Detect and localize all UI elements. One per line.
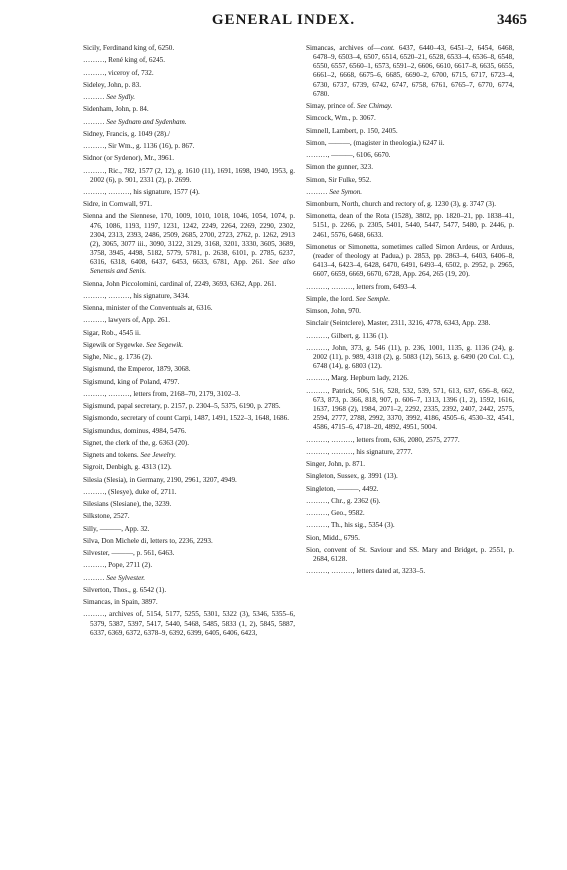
cross-reference: See Sylvester.: [106, 573, 146, 582]
entry-text: ………, ………, letters from, 6493–4.: [306, 282, 417, 291]
entry-text: Sigismund, the Emperor, 1879, 3068.: [83, 365, 191, 374]
index-entry: [83, 488, 295, 497]
index-entry: [83, 44, 295, 53]
cross-reference: See Sydly.: [106, 93, 136, 101]
index-entry: [83, 390, 295, 399]
entry-text: ………: [306, 187, 330, 196]
index-entry: [306, 44, 514, 99]
index-entry: [83, 378, 295, 387]
index-entry: [83, 402, 295, 411]
entry-text: ………: [83, 573, 107, 582]
index-entry: [306, 114, 514, 123]
index-entry: [306, 319, 514, 328]
cross-reference: See Semple.: [355, 294, 391, 303]
entry-text: Silkstone, 2527.: [83, 512, 130, 521]
index-entry: [306, 283, 514, 292]
index-entry: [306, 448, 514, 457]
index-entry: [306, 176, 514, 185]
entry-text: ………, Sir Wm., g. 1136 (16), p. 867.: [83, 142, 195, 150]
entry-text: Signet, the clerk of the, g. 6363 (20).: [83, 438, 189, 447]
entry-text: ………, ………, letters dated at, 3233–5.: [306, 567, 426, 576]
index-entry: [83, 316, 295, 325]
entry-text: Singleton, Sussex, g. 3991 (13).: [306, 472, 398, 481]
entry-text: Silesians (Slesiane), the, 3239.: [83, 500, 172, 509]
entry-text: ………, Chr., g. 2362 (6).: [306, 496, 381, 505]
index-entry: [83, 200, 295, 209]
index-entry: [83, 610, 295, 637]
index-entry: [306, 212, 514, 239]
index-entry: [306, 102, 514, 111]
index-entry: [306, 200, 514, 209]
entry-text: Singleton, ———, 4492.: [306, 484, 379, 493]
index-entry: [83, 292, 295, 301]
entry-text: Sion, Midd., 6795.: [306, 533, 360, 542]
entry-text: ………, John, 373, g. 546 (11), p. 236, 1001, 1135, g. 1136 (24), g. 2002 (11), p. 989, 4318 (2), g. 5083 (12), 5613, g. 6490 (20 Col. C.), 6748 (14), g. 6803 (12).: [306, 343, 514, 371]
index-entry: [83, 154, 295, 163]
entry-text: Simon, Sir Fulke, 952.: [306, 175, 372, 184]
index-entry: [83, 439, 295, 448]
entry-text: Simonburn, North, church and rectory of, g. 1230 (3), g. 3747 (3).: [306, 200, 497, 209]
index-entry: [83, 549, 295, 558]
entry-text: Sigewik or Sygewke.: [83, 340, 147, 349]
entry-text: ………: [83, 93, 107, 101]
entry-text: Sidney, Francis, g. 1049 (28)./: [83, 129, 170, 138]
index-entry: [83, 329, 295, 338]
index-entry: [83, 500, 295, 509]
index-entry: [306, 567, 514, 576]
page-title: GENERAL INDEX.: [211, 12, 356, 28]
entry-text: ………, ………, letters from, 2168–70, 2179, 3102–3.: [83, 389, 241, 398]
index-entry: [306, 497, 514, 506]
index-entry: [83, 69, 295, 78]
index-entry: [83, 586, 295, 595]
index-entry: [83, 142, 295, 151]
cross-reference: See Symon.: [329, 187, 363, 196]
index-entry: [83, 574, 295, 583]
index-entry: [306, 521, 514, 530]
index-entry: [306, 546, 514, 564]
entry-text: Sienna and the Siennese, 170, 1009, 1010, 1018, 1046, 1054, 1074, p. 476, 1086, 1193, 1197, 1231, 1242, 2249, 2264, 2269, 2290, 2302, 2304, 2313, 2393, 2486, 2509, 2685, 2700, 2723, 2762, p. 1262, 2913 (2), 3065, 3077 iii., 3090, 3122, 3129, 3168, 3201, 3330, 3605, 3689, 3758, 3945, 4498, 5182, 5779, 5781, p. 2638, 6101, p. 2785, 6237, 6316, 6318, 6408, 6437, 6453, 6633, 6781, App. 261.: [83, 212, 295, 267]
index-entry: [306, 485, 514, 494]
index-entry: [306, 295, 514, 304]
entry-text: Silverton, Thos., g. 6542 (1).: [83, 585, 167, 594]
entry-text: ………, Marg. Hepburn lady, 2126.: [306, 374, 409, 383]
index-entry: [83, 130, 295, 139]
entry-text: Simay, prince of.: [306, 102, 357, 111]
index-entry: [306, 139, 514, 148]
index-entry: [83, 341, 295, 350]
continued-marker: cont.: [380, 44, 395, 52]
cross-reference: See also Senensis and Senis.: [90, 258, 295, 276]
entry-text: ………, Patrick, 506, 516, 528, 532, 539, 571, 613, 637, 656–8, 662, 673, 873, p. 366, 818, 907, p. 606–7, 1313, 1396 (1, 2), 1592, 1616, 1637, 1968 (2), 1984, 2071–2, 2292, 2335, 2392, 2407, 2442, 2575, 2594, 2777, 2788, 2992, 3370, 3992, 4186, 4505–6, 4530–32, 4541, 4586, 4715–6, 4718–20, 4892, 4951, 5004.: [306, 386, 514, 432]
cross-reference: See Jewelry.: [140, 451, 177, 460]
index-entry: [83, 451, 295, 460]
entry-text: Sigismondo, secretary of count Carpi, 1487, 1491, 1522–3, 1648, 1686.: [83, 414, 290, 423]
page-number: 3465: [497, 12, 527, 28]
entry-text: Silvester, ———, p. 561, 6463.: [83, 549, 175, 558]
entry-text: ………, ………, his signature, 3434.: [83, 291, 190, 300]
index-entry: [83, 561, 295, 570]
index-entry: [306, 344, 514, 371]
index-entry: [83, 537, 295, 546]
entry-text: ………, Pope, 2711 (2).: [83, 561, 153, 570]
entry-text: ………, (Slesye), duke of, 2711.: [83, 487, 177, 496]
index-entry: [83, 512, 295, 521]
index-entry: [83, 463, 295, 472]
right-column: [306, 44, 514, 579]
index-entry: [83, 212, 295, 276]
index-entry: [83, 93, 295, 102]
entry-text: Sion, convent of St. Saviour and SS. Mary and Bridget, p. 2551, p. 2684, 6128.: [306, 545, 514, 563]
entry-text: Sienna, minister of the Conventuals at, 6316.: [83, 304, 213, 313]
index-entry: [83, 56, 295, 65]
cross-reference: See Sydnam and Sydenham.: [106, 117, 187, 126]
entry-text: Simple, the lord.: [306, 294, 356, 303]
index-entry: [83, 81, 295, 90]
index-entry: [306, 534, 514, 543]
entry-text: Simonetus or Simonetta, sometimes called Simon Ardeus, or Arduus, (reader of theology at Padua,) p. 2853, pp. 2863–4, 6403, 6406–8, 6413–4, 6423–4, 6428, 6470, 6491, 6493–4, 6502, p. 2952, p. 2965, 6607, 6659, 6669, 6670, 6728, App. 264, 265 (19, 20).: [306, 242, 514, 279]
index-entry: [306, 243, 514, 280]
index-entry: [306, 509, 514, 518]
entry-text: Sicily, Ferdinand king of, 6250.: [83, 44, 175, 52]
index-entry: [306, 188, 514, 197]
entry-text: Sinclair (Seintclere), Master, 2311, 3216, 4778, 6343, App. 238.: [306, 319, 491, 328]
entry-text: Silesia (Slesia), in Germany, 2190, 2961, 3207, 4949.: [83, 475, 237, 484]
entry-text: ………, ………, his signature, 2777.: [306, 447, 413, 456]
entry-text: Simancas, archives of—: [306, 44, 381, 52]
index-entry: [83, 365, 295, 374]
index-entry: [306, 163, 514, 172]
index-entry: [306, 307, 514, 316]
entry-references: 6437, 6440–43, 6451–2, 6454, 6468, 6478–9, 6503–4, 6507, 6514, 6520–21, 6528, 6533–4, 6536–8, 6548, 6550, 6557, 6560–1, 6573, 6591–2, 6606, 6610, 6617–8, 6635, 6655, 6661–2, 6668, 6675–6, 6685, 6690–2, 6700, 6715, 6717, 6723–4, 6730, 6737, 6739, 6742, 6747, 6758, 6761, 6765–7, 6770, 6774, 6780.: [313, 44, 515, 98]
page-header: [0, 12, 567, 34]
entry-text: Simon the gunner, 323.: [306, 163, 373, 172]
entry-text: Sigroit, Denbigh, g. 4313 (12).: [83, 463, 172, 472]
entry-text: Simancas, in Spain, 3897.: [83, 598, 158, 607]
index-entry: [306, 151, 514, 160]
index-entry: [306, 374, 514, 383]
index-entry: [83, 427, 295, 436]
entry-text: Singer, John, p. 871.: [306, 460, 366, 468]
index-entry: [83, 188, 295, 197]
left-column: [83, 44, 295, 641]
index-entry: [83, 598, 295, 607]
cross-reference: See Segewik.: [146, 340, 184, 349]
entry-text: Sigar, Rob., 4545 ii.: [83, 328, 141, 337]
index-entry: [83, 304, 295, 313]
index-entry: [306, 460, 514, 469]
index-entry: [83, 476, 295, 485]
index-entry: [83, 414, 295, 423]
index-entry: [306, 127, 514, 136]
index-entry: [306, 436, 514, 445]
entry-text: Sidenham, John, p. 84.: [83, 105, 149, 114]
entry-text: Signets and tokens.: [83, 451, 141, 460]
index-entry: [306, 332, 514, 341]
cross-reference: See Chimay.: [356, 102, 393, 111]
index-entry: [83, 353, 295, 362]
index-entry: [83, 280, 295, 289]
entry-text: Sideley, John, p. 83.: [83, 80, 142, 89]
entry-text: Silly, ———, App. 32.: [83, 524, 150, 533]
entry-text: ………, Geo., 9582.: [306, 509, 365, 517]
entry-text: Simon, ———, (magister in theologia,) 6247 ii.: [306, 138, 445, 147]
entry-text: Simonetta, dean of the Rota (1528), 3802, pp. 1820–21, pp. 1838–41, 5151, p. 2266, p. 2305, 5401, 5440, 5447, 5477, 5480, p. 2446, p. 2461, 5576, 6468, 6633.: [306, 212, 514, 239]
entry-text: Sigismund, papal secretary, p. 2157, p. 2304–5, 5375, 6190, p. 2785.: [83, 402, 281, 411]
entry-text: Sidnor (or Sydenor), Mr., 3961.: [83, 154, 175, 163]
entry-text: ………, viceroy of, 732.: [83, 68, 154, 77]
entry-text: Sigismund, king of Poland, 4797.: [83, 377, 180, 386]
entry-text: ………, ………, his signature, 1577 (4).: [83, 187, 200, 196]
entry-text: Sigismundus, dominus, 4984, 5476.: [83, 426, 187, 435]
entry-text: ………, Th., his sig., 5354 (3).: [306, 521, 395, 530]
entry-text: ………, ………, letters from, 636, 2080, 2575, 2777.: [306, 435, 460, 444]
index-entry: [83, 525, 295, 534]
entry-text: Simson, John, 970.: [306, 307, 361, 316]
entry-text: Simnell, Lambert, p. 150, 2405.: [306, 126, 398, 135]
index-entry: [83, 105, 295, 114]
index-entry: [83, 167, 295, 185]
index-entry: [83, 118, 295, 127]
entry-text: ………, René king of, 6245.: [83, 56, 166, 65]
index-entry: [306, 387, 514, 433]
entry-text: Sidre, in Cornwall, 971.: [83, 200, 153, 209]
entry-text: ………, ———, 6106, 6670.: [306, 151, 391, 160]
entry-text: ………, Ric., 782, 1577 (2, 12), g. 1610 (11), 1691, 1698, 1940, 1953, g. 2002 (6), p. 901, 2331 (2), p. 2699.: [83, 166, 295, 184]
entry-text: ………, Gilbert, g. 1136 (1).: [306, 331, 389, 340]
entry-text: ………, lawyers of, App. 261.: [83, 316, 171, 325]
entry-text: Sienna, John Piccolomini, cardinal of, 2249, 3693, 6362, App. 261.: [83, 279, 277, 288]
entry-text: Sighe, Nic., g. 1736 (2).: [83, 353, 153, 362]
entry-text: Simcock, Wm., p. 3067.: [306, 114, 376, 123]
entry-text: Silva, Don Michele di, letters to, 2236, 2293.: [83, 536, 213, 545]
entry-text: ………: [83, 117, 107, 126]
index-entry: [306, 472, 514, 481]
entry-text: ………, archives of, 5154, 5177, 5255, 5301, 5322 (3), 5346, 5355–6, 5379, 5387, 5397, 5417, 5440, 5468, 5485, 5833 (1, 2), 5845, 5887, 6337, 6369, 6372, 6378–9, 6392, 6399, 6405, 6406, 6423,: [83, 610, 295, 637]
